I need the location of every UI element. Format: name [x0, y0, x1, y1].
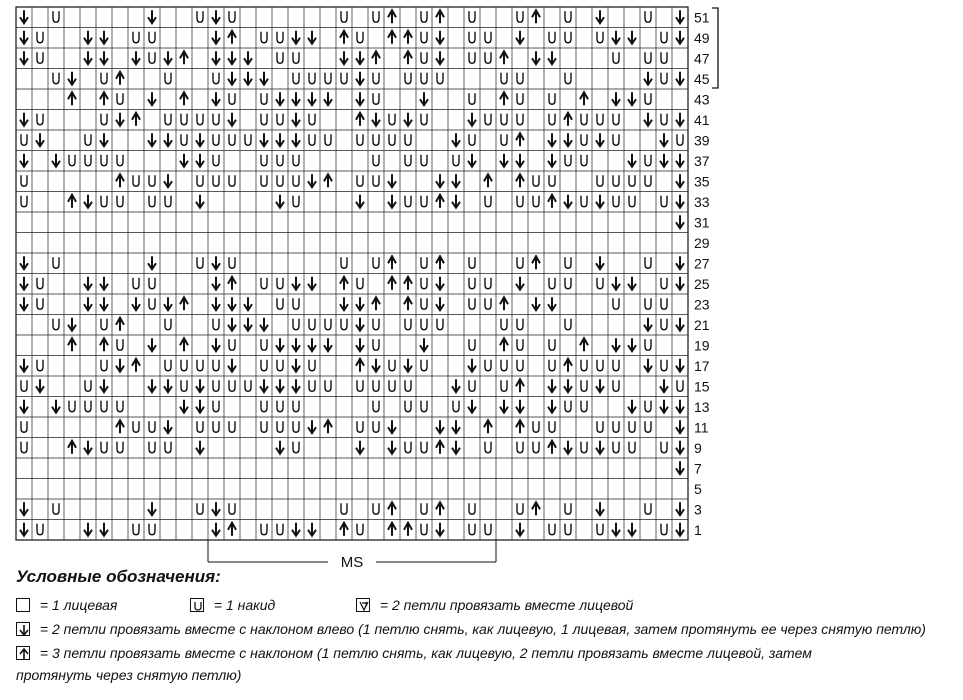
row-number: 43 [694, 91, 710, 108]
legend-knit [16, 597, 117, 613]
row-number: 13 [694, 398, 710, 415]
row-number: 31 [694, 214, 710, 231]
legend-sk2p-cont: протянуть через снятую петлю) [16, 667, 242, 683]
row-number: 9 [694, 439, 702, 456]
legend-k2tog-text: = 2 петли провязать вместе лицевой [379, 597, 634, 613]
legend-yarn-over [190, 597, 275, 613]
legend-yarn-over-text: = 1 накид [213, 597, 276, 613]
up-arrow-icon [16, 646, 30, 660]
legend-ssk-text: = 2 петли провязать вместе с наклоном влево (1 петлю снять, как лицевую, 1 лицевая, затем протянуть ее через снятую петлю) [39, 621, 926, 637]
row-number: 29 [694, 234, 710, 251]
row-number: 25 [694, 275, 710, 292]
repeat-bracket [712, 8, 718, 88]
row-number: 33 [694, 193, 710, 210]
legend-sk2p [16, 645, 812, 661]
row-number: 17 [694, 357, 710, 374]
row-number: 49 [694, 29, 710, 46]
row-number: 19 [694, 337, 710, 354]
legend-ssk [16, 621, 926, 637]
legend-knit-text: = 1 лицевая [39, 597, 118, 613]
down-arrow-icon [16, 622, 30, 636]
row-number: 39 [694, 132, 710, 149]
row-number: 3 [694, 501, 702, 518]
row-number: 41 [694, 111, 710, 128]
row-number: 27 [694, 255, 710, 272]
row-number: 47 [694, 50, 710, 67]
row-number: 51 [694, 9, 710, 26]
row-number: 35 [694, 173, 710, 190]
row-number: 21 [694, 316, 710, 333]
row-number: 37 [694, 152, 710, 169]
yarn-over-u-icon [190, 598, 204, 612]
empty-square-icon [16, 598, 30, 612]
k2tog-icon [356, 598, 370, 612]
row-number: 11 [694, 419, 709, 436]
row-number: 7 [694, 460, 702, 477]
legend-title: Условные обозначения: [16, 567, 221, 586]
row-number: 23 [694, 296, 710, 313]
legend-k2tog [356, 597, 633, 613]
row-number: 5 [694, 480, 702, 497]
repeat-label: MS [340, 554, 364, 571]
row-number: 45 [694, 70, 710, 87]
row-number: 15 [694, 378, 710, 395]
legend-sk2p-text: = 3 петли провязать вместе с наклоном (1 петлю снять, как лицевую, 2 петли провязать вместе лицевой, затем [39, 645, 812, 661]
row-number: 1 [694, 521, 702, 538]
